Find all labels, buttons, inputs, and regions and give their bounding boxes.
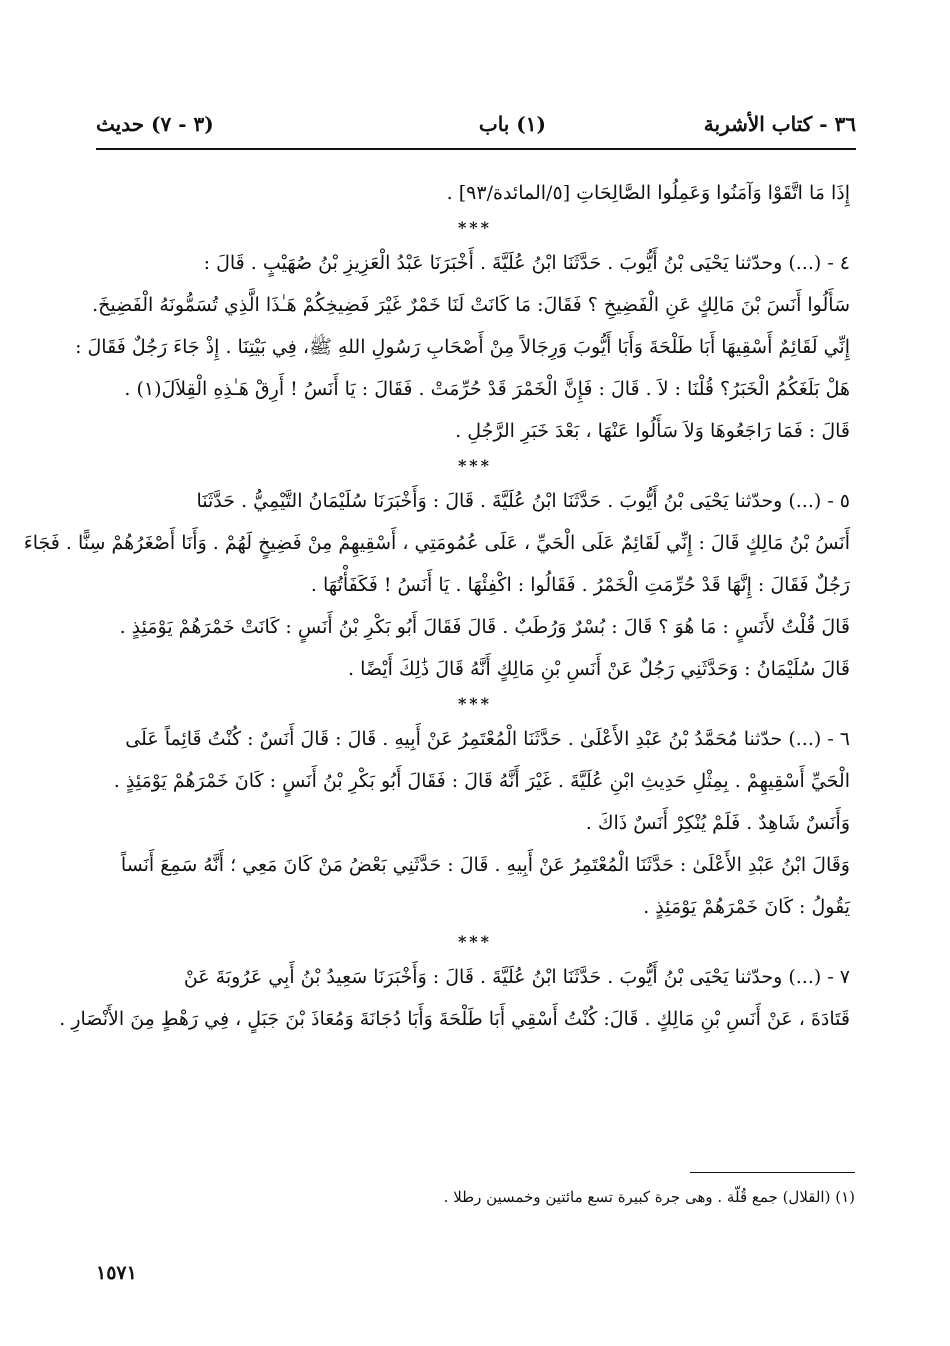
hadith-5 <box>23 480 850 690</box>
hadith-line: وَقَالَ ابْنُ عَبْدِ الأَعْلَىٰ : حَدَّثَنَا الْمُعْتَمِرُ عَنْ أَبِيهِ . قَالَ : حَدَّثَنِي بَعْضُ مَنْ كَانَ مَعِي ؛ أَنَّهُ سَمِعَ أَنَساً <box>120 854 850 876</box>
running-header <box>96 104 856 148</box>
separator: *** <box>457 694 493 713</box>
hadith-line: سَأَلُوا أَنَسَ بْنَ مَالِكٍ عَنِ الْفَضِيخِ ؟ فَقَالَ: مَا كَانَتْ لَنَا خَمْرٌ غَيْرَ فَضِيخِكُمْ هَـٰذَا الَّذِي تُسَمُّونَهُ الْفَضِيخَ. <box>92 294 850 316</box>
header-book-title: ٣٦ - كتاب الأشربة <box>703 112 856 136</box>
hadith-line: قَالَ قُلْتُ لأَنَسٍ : مَا هُوَ ؟ قَالَ : بُسْرٌ وَرُطَبٌ . قَالَ فَقَالَ أَبُو بَكْرِ بْنُ أَنَسٍ : كَانَتْ خَمْرَهُمْ يَوْمَئِذٍ . <box>119 616 850 638</box>
hadith-line: وَأَنَسٌ شَاهِدٌ . فَلَمْ يُنْكِرْ أَنَسٌ ذَاكَ . <box>585 812 850 834</box>
hadith-line: ٤ - (...) وحدّثنا يَحْيَى بْنُ أَيُّوبَ . حَدَّثَنَا ابْنُ عُلَيَّةَ . أَخْبَرَنَا عَبْدُ الْعَزِيزِ بْنُ صُهَيْبٍ . قَالَ : <box>203 252 850 274</box>
hadith-line: قَالَ : فَمَا رَاجَعُوهَا وَلاَ سَأَلُوا عَنْهَا ، بَعْدَ خَبَرِ الرَّجُلِ . <box>455 420 850 442</box>
hadith-7 <box>59 956 850 1040</box>
hadith-line: يَقُولُ : كَانَ خَمْرَهُمْ يَوْمَئِذٍ . <box>643 896 850 918</box>
hadith-line: إِنِّي لَقَائِمٌ أَسْقِيهَا أَبَا طَلْحَةَ وَأَبَا أَيُّوبَ وَرِجَالاً مِنْ أَصْحَابِ رَسُولِ اللهِ ﷺ، فِي بَيْتِنَا . إِذْ جَاءَ رَجُلٌ فَقَالَ : <box>75 336 850 358</box>
hadith-line: ٦ - (...) حدّثنا مُحَمَّدُ بْنُ عَبْدِ الأَعْلَىٰ . حَدَّثَنَا الْمُعْتَمِرُ عَنْ أَبِيهِ . قَالَ : قَالَ أَنَسٌ : كُنْتُ قَائِماً عَلَى <box>125 728 850 750</box>
hadith-6 <box>100 718 850 928</box>
separator: *** <box>457 218 493 237</box>
footnote-rule <box>690 1172 855 1173</box>
header-chapter: (١) باب <box>478 112 546 136</box>
hadith-line: هَلْ بَلَغَكُمُ الْخَبَرُ؟ قُلْنَا : لاَ . قَالَ : فَإِنَّ الْخَمْرَ قَدْ حُرِّمَتْ . فَقَالَ : يَا أَنَسُ ! أَرِقْ هَـٰذِهِ الْقِلاَلَ(١) . <box>124 378 850 400</box>
hadith-line: قَالَ سُلَيْمَانُ : وَحَدَّثَنِي رَجُلٌ عَنْ أَنَسِ بْنِ مَالِكٍ أَنَّهُ قَالَ ذَٰلِكَ أَيْضًا . <box>348 658 850 680</box>
footnote: (١) (القلال) جمع قُلّة . وهى جرة كبيرة تسع مائتين وخمسين رطلا . <box>443 1188 855 1206</box>
hadith-line: ٥ - (...) وحدّثنا يَحْيَى بْنُ أَيُّوبَ . حَدَّثَنَا ابْنُ عُلَيَّةَ . قَالَ : وَأَخْبَرَنَا سُلَيْمَانُ التَّيْمِيُّ . حَدَّثَنَا <box>196 490 850 512</box>
page-number: ١٥٧١ <box>96 1262 137 1284</box>
separator: *** <box>457 932 493 951</box>
separator: *** <box>457 456 493 475</box>
header-rule <box>96 148 856 150</box>
page-body <box>23 172 850 1040</box>
intro-verse: إِذَا مَا اتَّقَوْا وَآمَنُوا وَعَمِلُوا الصَّالِحَاتِ [٥/المائدة/٩٣] . <box>446 182 850 204</box>
hadith-line: الْحَيِّ أَسْقِيهِمْ . بِمِثْلِ حَدِيثِ ابْنِ عُلَيَّةَ . غَيْرَ أَنَّهُ قَالَ : فَقَالَ أَبُو بَكْرِ بْنُ أَنَسٍ : كَانَ خَمْرَهُمْ يَوْمَئِذٍ . <box>113 770 850 792</box>
hadith-line: قَتَادَةَ ، عَنْ أَنَسِ بْنِ مَالِكٍ . قَالَ: كُنْتُ أَسْقِي أَبَا طَلْحَةَ وَأَبَا دُجَانَةَ وَمُعَاذَ بْنَ جَبَلٍ ، فِي رَهْطٍ مِنَ الأَنْصَارِ . <box>59 1008 850 1030</box>
hadith-line: رَجُلٌ فَقَالَ : إِنَّهَا قَدْ حُرِّمَتِ الْخَمْرُ . فَقَالُوا : اكْفِئْهَا . يَا أَنَسُ ! فَكَفَأْتُهَا . <box>310 574 850 596</box>
header-hadith-range: (٣ - ٧) حديث <box>96 112 214 136</box>
hadith-line: ٧ - (...) وحدّثنا يَحْيَى بْنُ أَيُّوبَ . حَدَّثَنَا ابْنُ عُلَيَّةَ . قَالَ : وَأَخْبَرَنَا سَعِيدُ بْنُ أَبِي عَرُوبَةَ عَنْ <box>183 966 850 988</box>
hadith-4 <box>75 242 850 452</box>
hadith-line: أَنَسُ بْنُ مَالِكٍ قَالَ : إِنِّي لَقَائِمٌ عَلَى الْحَيِّ ، عَلَى عُمُومَتِي ، أَسْقِيهِمْ مِنْ فَضِيخٍ لَهُمْ . وَأَنَا أَصْغَرُهُمْ سِنًّا . فَجَاءَ <box>23 532 850 554</box>
